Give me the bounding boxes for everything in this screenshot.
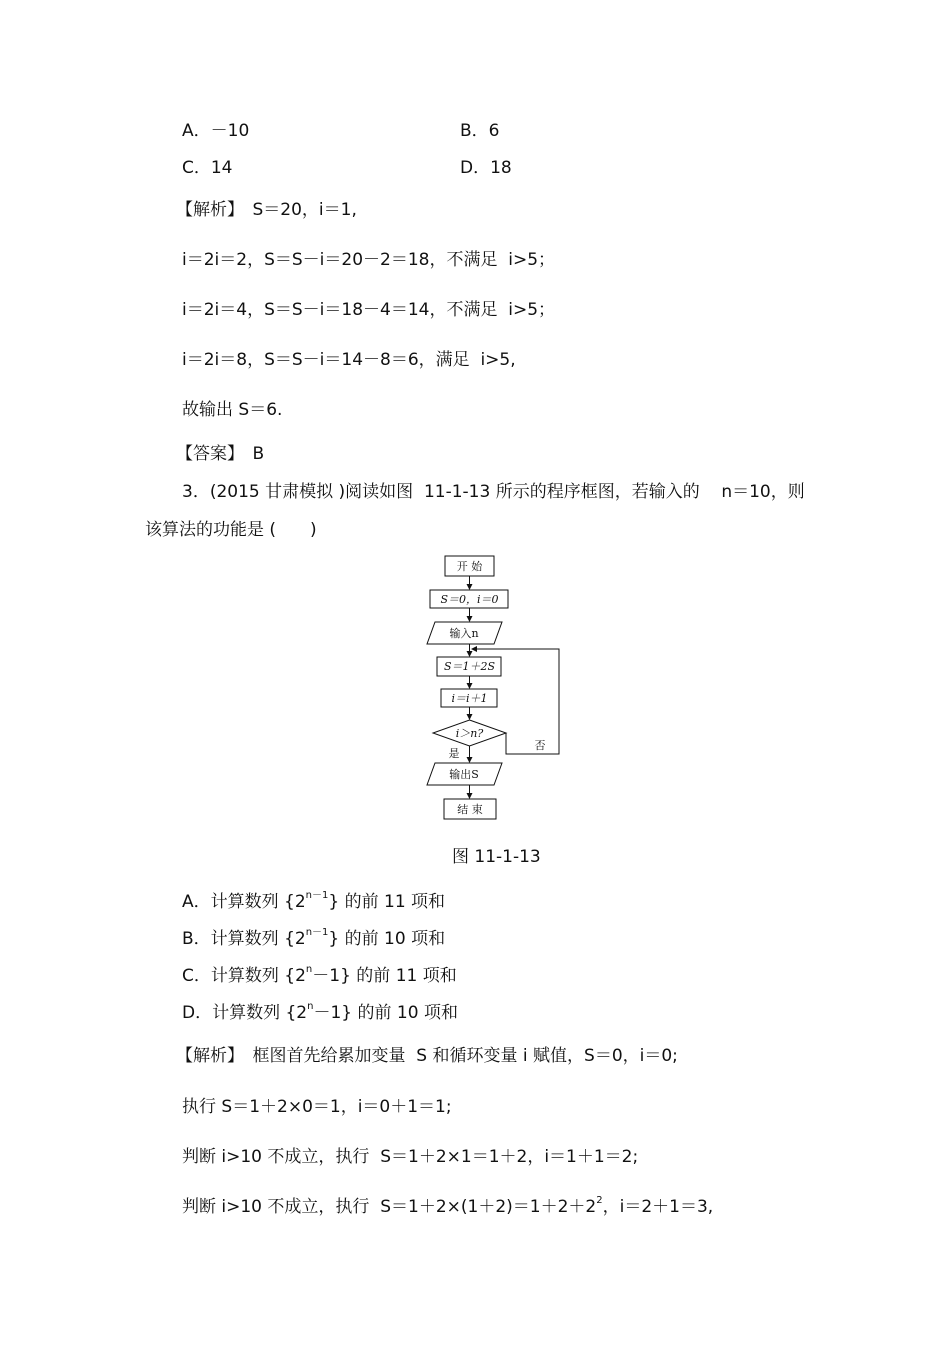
answer-line: 【答案】 B — [176, 444, 265, 464]
flowchart — [420, 552, 565, 824]
option-d — [182, 1002, 458, 1024]
figure-caption: 图 11-1-13 — [452, 847, 541, 867]
analysis-line: 【解析】 框图首先给累加变量 S 和循环变量 i 赋值，S＝0，i＝0; — [176, 1046, 678, 1066]
option-text: B．计算数列 {2 — [182, 929, 306, 949]
analysis-line: 故输出 S＝6. — [182, 400, 283, 420]
assign-i-label: i＝i＋1 — [451, 692, 488, 705]
option-a — [182, 891, 445, 913]
exponent: n — [305, 964, 313, 975]
option-b: B．6 — [460, 121, 500, 141]
analysis-line: i＝2i＝4，S＝S－i＝18－4＝14，不满足 i>5； — [182, 300, 556, 320]
analysis-line: 【解析】 S＝20，i＝1, — [176, 200, 357, 220]
option-text: C．计算数列 {2 — [182, 966, 306, 986]
analysis-line: i＝2i＝8，S＝S－i＝14－8＝6，满足 i>5, — [182, 350, 516, 370]
option-text: －1} 的前 11 项和 — [312, 966, 457, 986]
exponent: 2 — [596, 1195, 603, 1206]
option-d: D．18 — [460, 158, 512, 178]
decision-label: i＞n? — [455, 727, 484, 740]
analysis-line: i＝2i＝2，S＝S－i＝20－2＝18，不满足 i>5； — [182, 250, 556, 270]
start-label: 开 始 — [456, 560, 483, 573]
yes-label: 是 — [448, 747, 460, 760]
exponent: n－1 — [305, 927, 329, 938]
analysis-line: 执行 S＝1＋2×0＝1，i＝0＋1＝1; — [182, 1097, 452, 1117]
question-text: 3．(2015 甘肃模拟 )阅读如图 11-1-13 所示的程序框图，若输入的 n＝10，则 — [182, 482, 805, 502]
assign-s-label: S＝1＋2S — [443, 660, 496, 673]
output-label: 输出S — [449, 768, 479, 781]
analysis-line — [182, 1196, 713, 1218]
option-c: C．14 — [182, 158, 233, 178]
analysis-text: ，i＝2＋1＝3, — [602, 1197, 714, 1217]
no-label: 否 — [534, 739, 546, 752]
exponent: n－1 — [305, 890, 329, 901]
question-text: 该算法的功能是 ( ) — [145, 520, 317, 540]
analysis-line: 判断 i>10 不成立，执行 S＝1＋2×1＝1＋2，i＝1＋1＝2; — [182, 1147, 639, 1167]
option-a: A．－10 — [182, 121, 250, 141]
exponent: n — [307, 1001, 314, 1012]
analysis-text: 判断 i>10 不成立，执行 S＝1＋2×(1＋2)＝1＋2＋2 — [182, 1197, 597, 1217]
init-label: S＝0，i＝0 — [440, 593, 499, 606]
option-text: } 的前 10 项和 — [328, 929, 446, 949]
option-text: } 的前 11 项和 — [328, 892, 446, 912]
option-b — [182, 928, 445, 950]
option-text: A．计算数列 {2 — [182, 892, 306, 912]
option-c — [182, 965, 457, 987]
end-label: 结 束 — [457, 803, 483, 816]
option-text: D．计算数列 {2 — [182, 1003, 308, 1023]
option-text: －1} 的前 10 项和 — [313, 1003, 458, 1023]
input-label: 输入n — [449, 627, 479, 640]
